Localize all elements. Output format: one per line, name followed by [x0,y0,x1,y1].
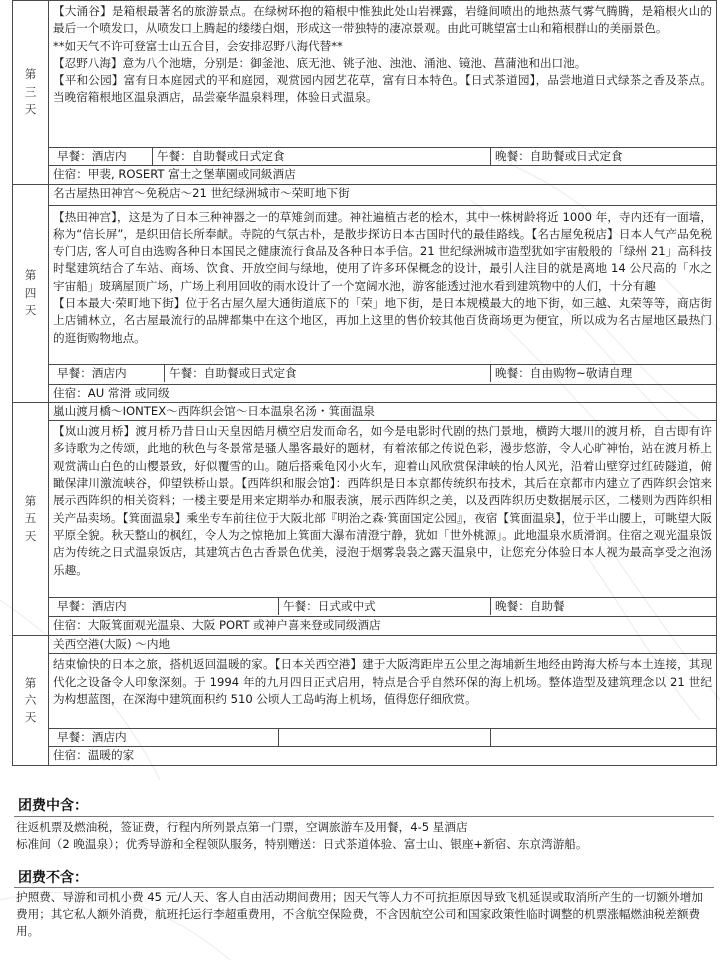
paragraph: 结束愉快的日本之旅，搭机返回温暖的家。【日本关西空港】建于大阪湾距岸五公里之海埔新生地经由跨海大桥与本土连接，其现代化之设备令人印象深刻。于 1994 年的九月四日正式启用，特点是合乎自然环保的海上机场。整体造型及建筑理念以 21 世纪为构想蓝图，在深海中建筑面积约 510 公顷人工岛屿海上机场，值得您仔细欣赏。 [53,657,712,707]
hotel: 住宿：温暖的家 [49,747,717,766]
lunch: 午餐：自助餐或日式定食 [153,148,491,165]
divider [14,816,714,817]
lunch [279,729,491,746]
divider [14,887,714,888]
paragraph: 【岚山渡月桥】渡月桥乃昔日山天皇因皓月横空启发而命名，如今是电影时代剧的热门景地，横跨大堰川的渡月桥，自古即有许多诗歌为之传颂，此地的秋色与冬景常是骚人墨客最好的题材，有着浓郁之传说色彩，漫步悠游，令人心旷神怡，站在渡月桥上观赏满山白色的山樱景致，好似覆雪的山。随后搭乘龟冈小火车，迎着山风欣赏保津峡的怡人风光，沿着山壁穿过红砖隧道，俯瞰保津川激流峡谷，仰望铁桥山景。【西阵织和服会馆】：西阵织是日本京都传统织布技术，其后在京都市内建立了西阵织会馆来展示西阵织的相关资料；一楼主要是用来定期举办和服表演，展示西阵织之美，以及西阵织历史数据展示区，二楼则为西阵织相关产品卖场。【箕面温泉】乘坐专车前往位于大阪北部『明治之森·箕面国定公园』，夜宿【箕面温泉】，位于半山腰上，可眺望大阪平原全貌。秋天整山的枫红，令人为之惊艳加上箕面大瀑布清澄宁静，犹如「世外桃源」。此地温泉水质滑润。住宿之观光温泉饭店为传统之日式温泉饭店，其建筑古色古香景色优美，浸泡于烟雾袅袅之露天温泉中，让您充分体验日本人视为最高享受之泡汤乐趣。 [53,424,712,577]
day-label: 第六天 [13,636,49,766]
day-description [49,1,717,148]
paragraph: 【忍野八海】意为八个池塘，分别是：御釜池、底无池、铫子池、浊池、涌池、镜池、菖蒲池和出口池。 [53,55,587,70]
excluded-line: 护照费、导游和司机小费 45 元/人天、客人自由活动期间费用；因天气等人力不可抗拒原因导致飞机延误或取消所产生的一切额外增加费用；其它私人额外消费，航班托运行李超重费用，不含航空保险费，不含因航空公司和国家政策性临时调整的机票涨幅燃油税差额费用。 [16,890,703,938]
breakfast: 早餐：酒店内 [53,148,153,165]
hotel: 住宿：甲裴, ROSERT 富士之堡華園或同級酒店 [49,166,717,184]
meals-row [49,598,717,617]
hotel: 住宿：大阪箕面观光温泉、大阪 PORT 或神户喜来登或同级酒店 [49,617,717,636]
excluded-title: 团费不含： [18,870,88,886]
day-route: 名古屋热田神宫～免税店～21 世纪绿洲城市～荣町地下街 [49,184,717,205]
day-route: 嵐山渡月橋～IONTEX～西阵织会馆～日本温泉名汤・箕面温泉 [49,402,717,420]
breakfast: 早餐：酒店内 [53,598,279,615]
excluded-text [16,889,712,940]
included-line: 标准间（2 晚温泉）；优秀导游和全程领队服务，特别赠送：日式茶道体验、富士山、银座+新宿、东京湾游船。 [16,837,588,851]
day-label: 第四天 [13,184,49,402]
dinner: 晚餐：自助餐 [495,599,565,614]
day-row [13,1,717,148]
day-label: 第五天 [13,402,49,635]
paragraph: 【热田神宫】，这是为了日本三种神器之一的草雉剑而建。神社遍植古老的桧木，其中一株树龄将近 1000 年，寺内还有一面墙，称为“信长屏”，是织田信长所奉献。寺院的气氛古朴，是散步探访日本古国时代的最佳路线。【名古屋免税店】日本人气产品免税专门店, 客人可自由选购各种日本国民之健康流行食品及各种日本手信。21 世纪绿洲城市造型犹如宇宙般般的「绿州 21」高科技时髦建筑结合了车站、商场、饮食、开放空间与绿地，使用了许多环保概念的设计，最引人注目的就是离地 14 公尺高的「水之宇宙船」玻璃屋顶广场，广场上利用回收的雨水设计了一个宽阔水池，游客能透过池水看到建筑物中的人们，十分有趣 [53,209,712,293]
day-description [49,421,717,598]
day-label: 第三天 [13,1,49,185]
paragraph: **如天气不许可登富士山五合目，会安排忍野八海代替** [53,38,343,53]
breakfast: 早餐：酒店内 [53,365,165,382]
meals-row [49,148,717,166]
meals-row [49,729,717,747]
lunch: 午餐：日式或中式 [279,598,491,615]
paragraph: 【大涌谷】是箱根最著名的旅游景点。在绿树环抱的箱根中惟独此处山岩裸露，岩缝间喷出的地热蒸气雾气腾腾，是箱根火山的最后一个喷发口，从喷发口上腾起的缕缕白烟，形成这一带独特的凄凉景观。由此可眺望富士山和箱根群山的美丽景色。 [53,4,712,36]
day-description [49,654,717,729]
meals-row [49,364,717,384]
dinner: 晚餐：自由购物~敬请自理 [495,365,633,380]
paragraph: 【日本最大·荣町地下街】位于名古屋久屋大通街道底下的「荣」地下街，是日本规模最大的地下街，如三越、丸荣等等，商店街上店铺林立，名古屋最流行的品牌都集中在这个地区，再加上这里的售价较其他百货商场更为便宜，所以成为名古屋地区最热门的逛街购物地点。 [53,296,712,345]
included-line: 往返机票及燃油税，签证费，行程内所列景点第一门票，空调旅游车及用餐，4-5 星酒店 [16,820,468,834]
dinner: 晚餐：自助餐或日式定食 [495,149,623,163]
paragraph: 【平和公园】富有日本庭园式的平和庭园，观赏园内园艺花草，富有日本特色。【日式茶道园】，品尝地道日式绿茶之香及茶点。当晚宿箱根地区温泉酒店，品尝豪华温泉料理，体验日式温泉。 [53,73,712,105]
hotel: 住宿：AU 常滑 或同级 [49,384,717,402]
included-text [16,819,712,853]
dinner [491,729,712,746]
day-description [49,205,717,364]
included-title: 团费中含： [18,798,88,814]
day-route: 关西空港(大阪) ～内地 [49,636,717,654]
breakfast: 早餐：酒店内 [53,729,279,746]
itinerary-table [12,0,717,766]
lunch: 午餐：自助餐或日式定食 [165,365,491,382]
